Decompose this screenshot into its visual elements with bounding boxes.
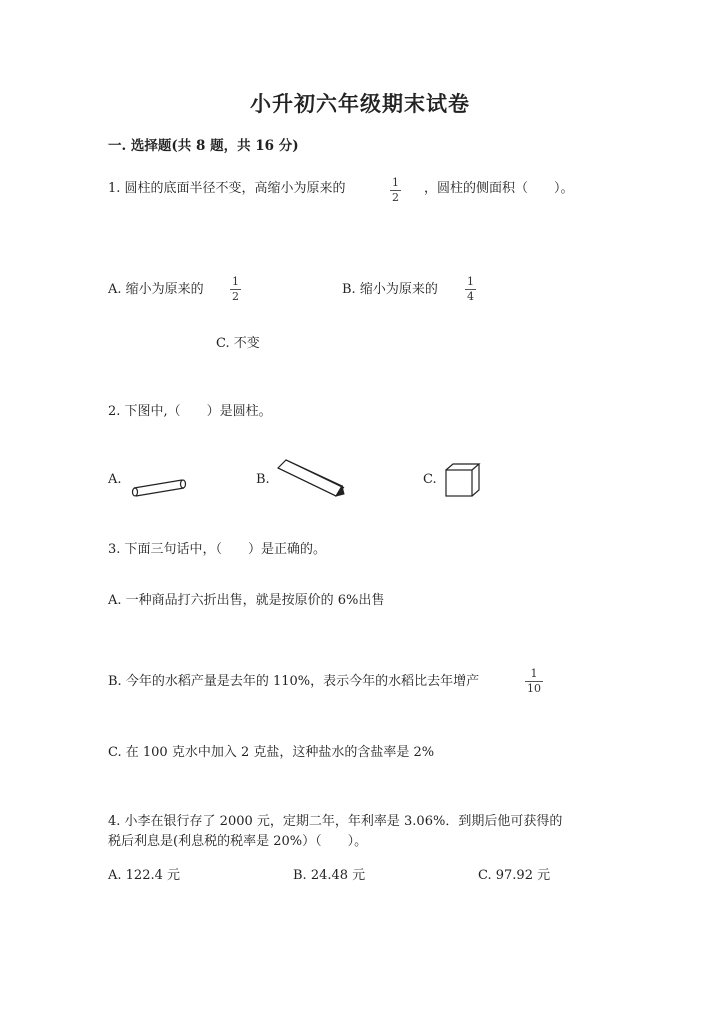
fraction-numerator: 1 [232, 275, 239, 288]
triangular-prism-figure [276, 458, 346, 502]
fraction-denominator: 2 [392, 191, 399, 204]
q4-stem-line2: 税后利息是(利息税的税率是 20%）（ ）。 [108, 834, 368, 849]
q1-option-a-fraction [230, 276, 241, 303]
fraction-numerator: 1 [530, 667, 538, 680]
fraction-numerator: 1 [467, 275, 474, 288]
q1-option-c[interactable]: C. 不变 [216, 336, 260, 351]
q1-option-b[interactable]: B. 缩小为原来的 [342, 282, 438, 297]
q3-stem: 3. 下面三句话中，（ ）是正确的。 [108, 542, 327, 557]
fraction-denominator: 2 [232, 290, 239, 303]
fraction-denominator: 4 [467, 290, 474, 303]
q1-option-b-fraction [465, 276, 476, 303]
q4-option-b[interactable]: B. 24.48 元 [293, 868, 366, 883]
q2-stem: 2. 下图中,（ ）是圆柱。 [108, 404, 272, 419]
q2-option-c[interactable]: C. [423, 472, 437, 487]
q1-stem-start: 1. 圆柱的底面半径不变，高缩小为原来的 [108, 181, 346, 196]
q4-option-c[interactable]: C. 97.92 元 [478, 868, 551, 883]
q2-option-a[interactable]: A. [108, 472, 122, 487]
cylinder-figure [130, 477, 190, 501]
q3-option-b[interactable]: B. 今年的水稻产量是去年的 110%，表示今年的水稻比去年增产 [108, 674, 480, 689]
page-title: 小升初六年级期末试卷 [250, 91, 470, 116]
fraction-numerator: 1 [392, 176, 399, 189]
q1-option-a[interactable]: A. 缩小为原来的 [108, 282, 204, 297]
q3-option-c[interactable]: C. 在 100 克水中加入 2 克盐，这种盐水的含盐率是 2% [108, 745, 435, 760]
q4-stem-line1: 4. 小李在银行存了 2000 元，定期二年，年利率是 3.06%．到期后他可获得的 [108, 814, 563, 829]
q1-stem-end: ，圆柱的侧面积（ ）。 [424, 181, 574, 196]
q3-option-b-fraction [525, 668, 543, 695]
q3-option-a[interactable]: A. 一种商品打六折出售，就是按原价的 6%出售 [108, 593, 385, 608]
q1-stem-fraction [390, 177, 401, 204]
section-heading: 一. 选择题(共 8 题，共 16 分) [108, 138, 299, 154]
cube-figure [444, 462, 484, 500]
fraction-denominator: 10 [527, 682, 541, 695]
q4-option-a[interactable]: A. 122.4 元 [108, 868, 181, 883]
q2-option-b[interactable]: B. [256, 472, 270, 487]
